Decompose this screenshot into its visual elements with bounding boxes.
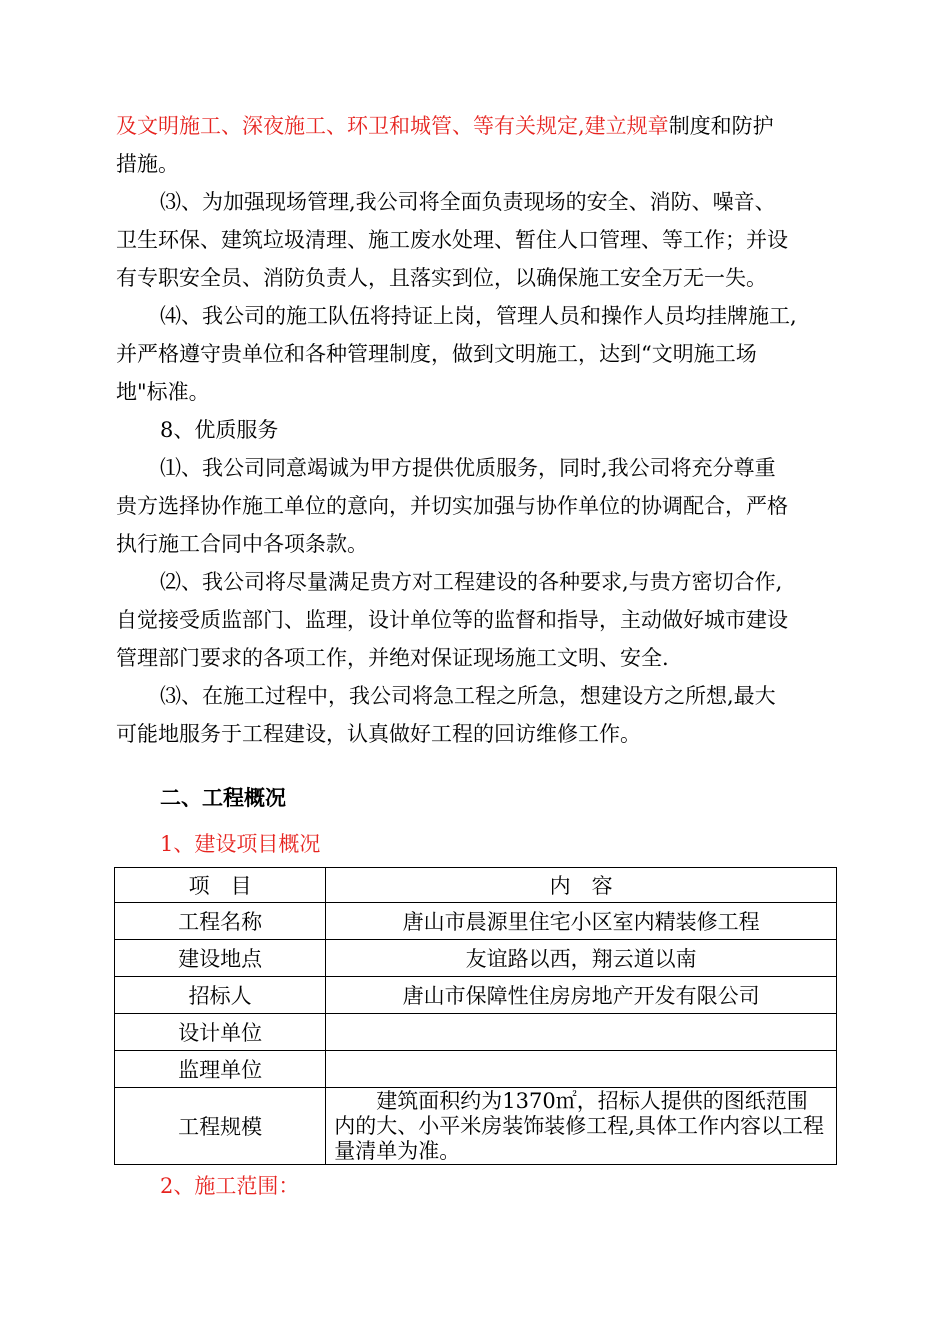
paragraph-line: 并严格遵守贵单位和各种管理制度，做到文明施工，达到“文明施工场 xyxy=(116,342,757,366)
section-heading: 二、工程概况 xyxy=(160,786,286,810)
row-label: 监理单位 xyxy=(115,1051,326,1088)
paragraph-line: ⑴、我公司同意竭诚为甲方提供优质服务，同时,我公司将充分尊重 xyxy=(160,456,776,480)
row-value: 唐山市晨源里住宅小区室内精装修工程 xyxy=(326,903,837,940)
paragraph-line: 执行施工合同中各项条款。 xyxy=(116,532,368,556)
table-row xyxy=(115,977,837,1014)
table-row xyxy=(115,1088,837,1165)
subsection-heading: 1、建设项目概况 xyxy=(160,832,321,856)
row-value: 唐山市保障性住房房地产开发有限公司 xyxy=(326,977,837,1014)
table-row xyxy=(115,1014,837,1051)
row-label: 建设地点 xyxy=(115,940,326,977)
paragraph-line: 地"标准。 xyxy=(116,380,210,404)
paragraph-text: 制度和防护 xyxy=(668,114,774,138)
row-value: 友谊路以西，翔云道以南 xyxy=(326,940,837,977)
row-label: 工程规模 xyxy=(115,1088,326,1165)
project-overview-table xyxy=(114,867,837,1165)
paragraph-line: 有专职安全员、消防负责人，且落实到位，以确保施工安全万无一失。 xyxy=(116,266,767,290)
row-value xyxy=(326,1051,837,1088)
paragraph-line: 贵方选择协作施工单位的意向，并切实加强与协作单位的协调配合，严格 xyxy=(116,494,788,518)
row-label: 设计单位 xyxy=(115,1014,326,1051)
paragraph-line: 自觉接受质监部门、监理，设计单位等的监督和指导，主动做好城市建设 xyxy=(116,608,788,632)
paragraph-line: ⑷、我公司的施工队伍将持证上岗，管理人员和操作人员均挂牌施工, xyxy=(160,304,797,328)
paragraph-line: ⑶、在施工过程中，我公司将急工程之所急，想建设方之所想,最大 xyxy=(160,684,776,708)
table-header-row xyxy=(115,868,837,903)
paragraph-line: 卫生环保、建筑垃圾清理、施工废水处理、暂住人口管理、等工作；并设 xyxy=(116,228,788,252)
table-header-item: 项 目 xyxy=(115,868,326,903)
row-value xyxy=(326,1014,837,1051)
paragraph-line: ⑵、我公司将尽量满足贵方对工程建设的各种要求,与贵方密切合作, xyxy=(160,570,783,594)
section-title: 8、优质服务 xyxy=(160,418,279,442)
row-label: 工程名称 xyxy=(115,903,326,940)
paragraph-line: 措施。 xyxy=(116,152,179,176)
table-header-content: 内 容 xyxy=(326,868,837,903)
paragraph-line: 管理部门要求的各项工作，并绝对保证现场施工文明、安全. xyxy=(116,646,669,670)
table-row xyxy=(115,1051,837,1088)
subsection-heading: 2、施工范围： xyxy=(160,1174,300,1198)
row-label: 招标人 xyxy=(115,977,326,1014)
paragraph-line xyxy=(116,112,774,140)
paragraph-line: ⑶、为加强现场管理,我公司将全面负责现场的安全、消防、噪音、 xyxy=(160,190,776,214)
table-row xyxy=(115,903,837,940)
highlighted-text: 及文明施工、深夜施工、环卫和城管、等有关规定,建立规章 xyxy=(116,114,669,138)
paragraph-line: 可能地服务于工程建设，认真做好工程的回访维修工作。 xyxy=(116,722,641,746)
table-row xyxy=(115,940,837,977)
row-value: 建筑面积约为1370㎡，招标人提供的图纸范围内的大、小平米房装饰装修工程,具体工作内容以工程量清单为准。 xyxy=(326,1088,837,1165)
